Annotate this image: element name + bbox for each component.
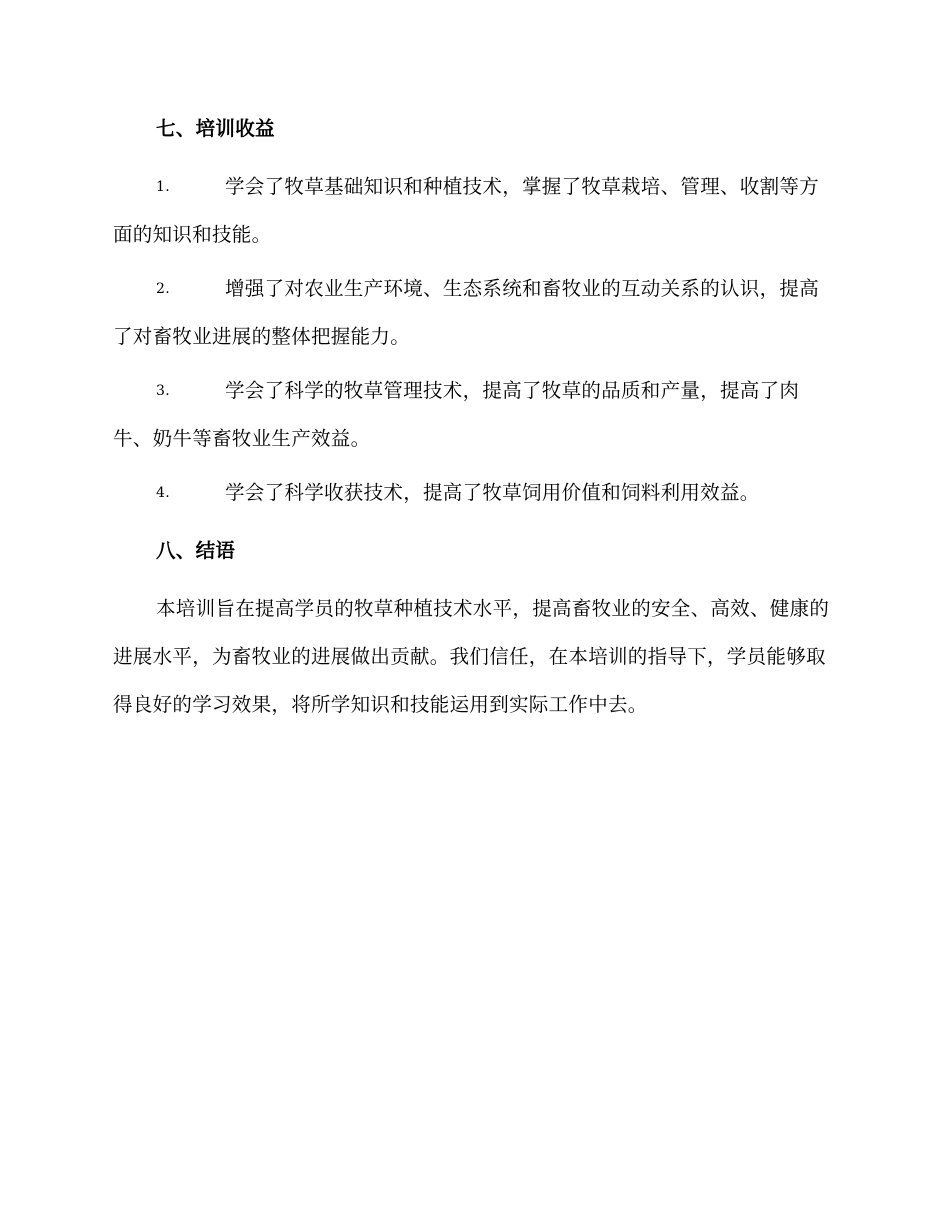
list-item-text: 学会了牧草基础知识和种植技术，掌握了牧草栽培、管理、收割等方面的知识和技能。 <box>113 175 820 246</box>
list-item-number: 2. <box>156 281 170 297</box>
list-item-text: 增强了对农业生产环境、生态系统和畜牧业的互动关系的认识，提高了对畜牧业进展的整体把握能力。 <box>113 277 820 348</box>
list-item <box>113 469 838 517</box>
list-item-text: 学会了科学的牧草管理技术，提高了牧草的品质和产量，提高了肉牛、奶牛等畜牧业生产效益。 <box>113 379 800 450</box>
list-item <box>113 163 838 259</box>
conclusion-paragraph: 本培训旨在提高学员的牧草种植技术水平，提高畜牧业的安全、高效、健康的进展水平，为畜牧业的进展做出贡献。我们信任，在本培训的指导下，学员能够取得良好的学习效果，将所学知识和技能运用到实际工作中去。 <box>113 597 830 716</box>
list-item-text: 学会了科学收获技术，提高了牧草饲用价值和饲料利用效益。 <box>225 481 760 504</box>
section-heading-benefits: 七、培训收益 <box>156 117 275 140</box>
list-item-number: 1. <box>156 179 170 195</box>
list-item <box>113 367 838 463</box>
list-item-number: 4. <box>156 485 170 501</box>
section-heading-conclusion: 八、结语 <box>156 539 236 562</box>
list-item <box>113 265 838 361</box>
list-item-number: 3. <box>156 383 170 399</box>
